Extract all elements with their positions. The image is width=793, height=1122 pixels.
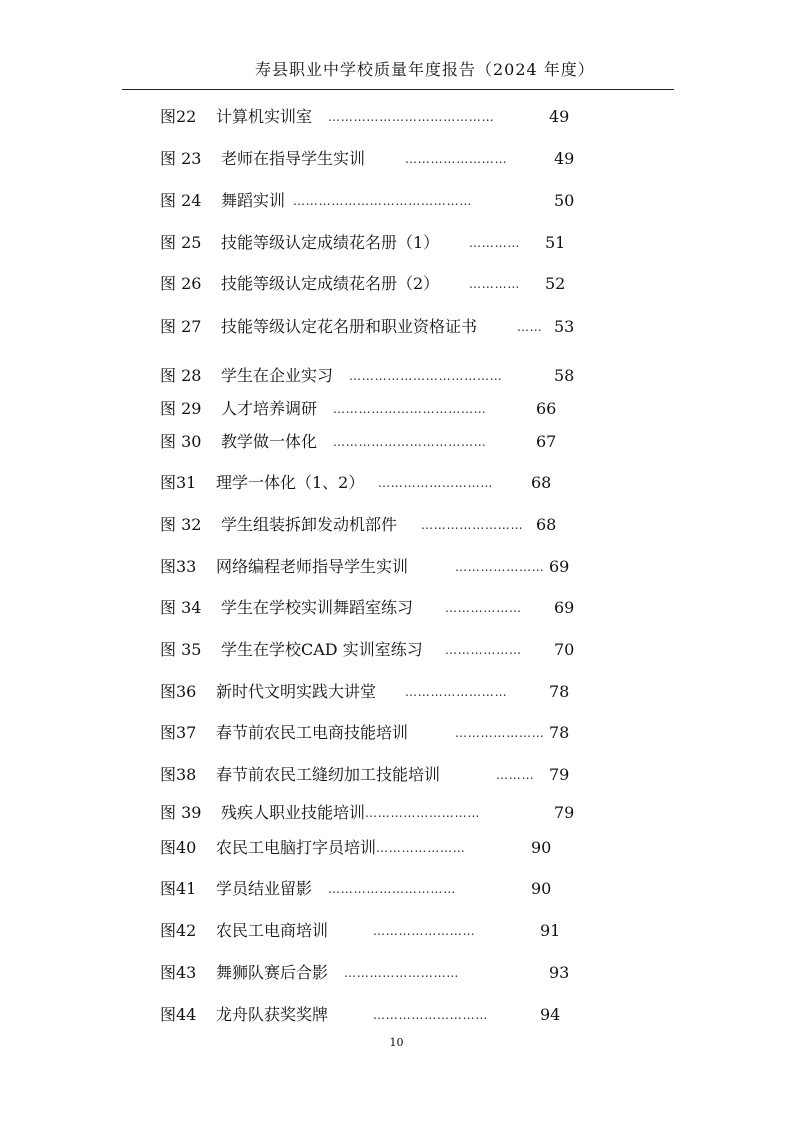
figure-caption: 新时代文明实践大讲堂 xyxy=(216,682,377,701)
figure-caption: 春节前农民工电商技能培训 xyxy=(216,723,409,742)
dot-leader: …… xyxy=(517,320,543,334)
dot-leader: ……………………………… xyxy=(333,435,487,449)
figure-number: 图 26 xyxy=(160,274,202,293)
figure-caption: 技能等级认定花名册和职业资格证书 xyxy=(221,317,478,336)
dot-leader: …………………… xyxy=(373,924,476,938)
dot-leader: ……………………………… xyxy=(349,369,503,383)
figure-number: 图41 xyxy=(160,879,197,898)
page-ref: 52 xyxy=(545,274,566,293)
figure-caption: 计算机实训室 xyxy=(216,107,313,126)
page-ref: 90 xyxy=(531,879,552,898)
dot-leader: ………………………………… xyxy=(328,110,495,124)
dot-leader: ………………… xyxy=(376,841,466,855)
page-ref: 49 xyxy=(549,107,570,126)
page-ref: 66 xyxy=(536,399,557,418)
dot-leader: ……………………… xyxy=(373,1008,489,1022)
page-ref: 90 xyxy=(531,838,552,857)
page-ref: 49 xyxy=(554,149,575,168)
figure-number: 图 28 xyxy=(160,366,202,385)
page-ref: 79 xyxy=(549,765,570,784)
page-ref: 94 xyxy=(540,1005,561,1024)
page-ref: 91 xyxy=(540,921,561,940)
figure-number: 图 34 xyxy=(160,598,202,617)
figure-number: 图 27 xyxy=(160,317,202,336)
report-title: 寿县职业中学校质量年度报告（2024 年度） xyxy=(255,60,595,79)
dot-leader: ………………………… xyxy=(328,882,456,896)
figure-number: 图 25 xyxy=(160,233,202,252)
figure-number: 图44 xyxy=(160,1005,197,1024)
dot-leader: ……… xyxy=(496,768,535,782)
figure-number: 图31 xyxy=(160,473,197,492)
figure-caption: 舞狮队赛后合影 xyxy=(216,963,329,982)
figure-caption: 网络编程老师指导学生实训 xyxy=(216,557,409,576)
figure-caption: 学员结业留影 xyxy=(216,879,313,898)
figure-number: 图22 xyxy=(160,107,197,126)
figure-caption: 教学做一体化 xyxy=(221,432,318,451)
figure-number: 图37 xyxy=(160,723,197,742)
dot-leader: ………… xyxy=(469,277,521,291)
figure-caption: 农民工电商培训 xyxy=(216,921,329,940)
page-ref: 58 xyxy=(554,366,575,385)
page-ref: 68 xyxy=(536,515,557,534)
figure-number: 图36 xyxy=(160,682,197,701)
figure-number: 图38 xyxy=(160,765,197,784)
page-ref: 51 xyxy=(545,233,566,252)
page-ref: 79 xyxy=(554,803,575,822)
dot-leader: …………………… xyxy=(421,518,524,532)
dot-leader: …………………………………… xyxy=(293,194,473,208)
page-ref: 68 xyxy=(531,473,552,492)
figure-caption: 技能等级认定成绩花名册（1） xyxy=(221,233,440,252)
figure-number: 图42 xyxy=(160,921,197,940)
page-ref: 70 xyxy=(554,640,575,659)
figure-caption: 农民工电脑打字员培训 xyxy=(216,838,377,857)
page-ref: 69 xyxy=(554,598,575,617)
page-ref: 69 xyxy=(549,557,570,576)
dot-leader: ………………… xyxy=(455,726,545,740)
dot-leader: ……………………… xyxy=(378,476,494,490)
page-ref: 78 xyxy=(549,723,570,742)
figure-number: 图 29 xyxy=(160,399,202,418)
figure-number: 图 39 xyxy=(160,803,202,822)
dot-leader: ………………… xyxy=(455,560,545,574)
dot-leader: ……………………………… xyxy=(333,402,487,416)
figure-caption: 学生组装拆卸发动机部件 xyxy=(221,515,398,534)
dot-leader: ……………………… xyxy=(344,966,460,980)
dot-leader: ……………… xyxy=(445,601,522,615)
figure-number: 图 23 xyxy=(160,149,202,168)
figure-caption: 龙舟队获奖奖牌 xyxy=(216,1005,329,1024)
figure-caption: 理学一体化（1、2） xyxy=(216,473,365,492)
page-ref: 50 xyxy=(554,191,575,210)
dot-leader: ……………… xyxy=(445,643,522,657)
page-ref: 53 xyxy=(554,317,575,336)
page-ref: 93 xyxy=(549,963,570,982)
dot-leader: …………………… xyxy=(405,152,508,166)
figure-caption: 舞蹈实训 xyxy=(221,191,286,210)
figure-number: 图 32 xyxy=(160,515,202,534)
figure-number: 图43 xyxy=(160,963,197,982)
figure-caption: 残疾人职业技能培训 xyxy=(221,803,366,822)
dot-leader: …………………… xyxy=(405,685,508,699)
figure-caption: 学生在学校实训舞蹈室练习 xyxy=(221,598,414,617)
dot-leader: ………… xyxy=(469,236,521,250)
page-ref: 67 xyxy=(536,432,557,451)
figure-number: 图 30 xyxy=(160,432,202,451)
page-footer xyxy=(0,1036,793,1049)
figure-caption: 学生在企业实习 xyxy=(221,366,334,385)
figure-caption: 老师在指导学生实训 xyxy=(221,149,366,168)
figure-number: 图40 xyxy=(160,838,197,857)
page-number: 10 xyxy=(389,1036,404,1049)
figure-caption: 技能等级认定成绩花名册（2） xyxy=(221,274,440,293)
header-rule xyxy=(122,89,674,90)
figure-number: 图 24 xyxy=(160,191,202,210)
figure-number: 图 35 xyxy=(160,640,202,659)
figure-number: 图33 xyxy=(160,557,197,576)
figure-caption: 学生在学校CAD 实训室练习 xyxy=(221,640,423,659)
figure-caption: 春节前农民工缝纫加工技能培训 xyxy=(216,765,441,784)
dot-leader: ……………………… xyxy=(365,806,481,820)
page-ref: 78 xyxy=(549,682,570,701)
figure-caption: 人才培养调研 xyxy=(221,399,318,418)
